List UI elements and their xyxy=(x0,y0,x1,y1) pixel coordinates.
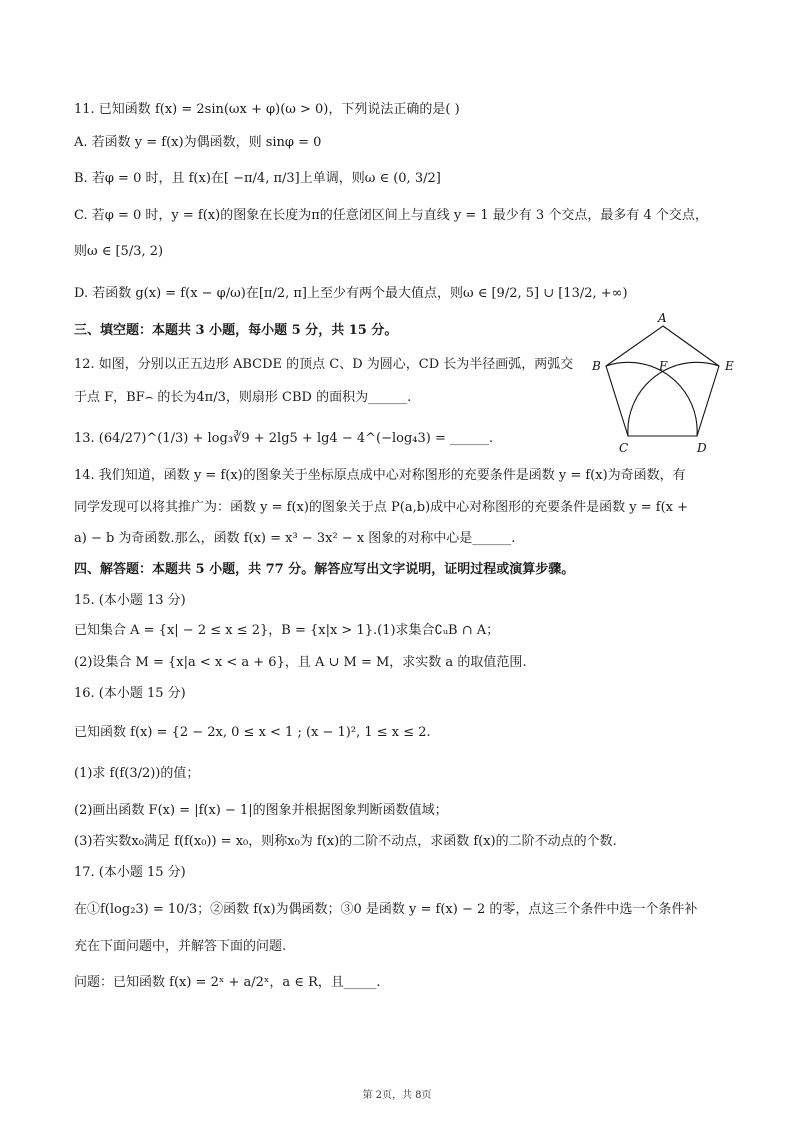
question-12-line-1: 12. 如图，分别以正五边形 ABCDE 的顶点 C、D 为圆心，CD 长为半径画弧，两弧交 xyxy=(74,357,574,372)
question-16-part-1: (1)求 f(f(3/2))的值； xyxy=(74,766,200,781)
question-17-title: 17. (本小题 15 分) xyxy=(74,865,186,880)
question-16-part-3: (3)若实数x₀满足 f(f(x₀)) = x₀，则称x₀为 f(x)的二阶不动点，求函数 f(x)的二阶不动点的个数. xyxy=(74,834,617,849)
pentagon-outline xyxy=(606,326,719,436)
question-11-stem: 11. 已知函数 f(x) = 2sin(ωx + φ)(ω > 0)，下列说法正确的是( ) xyxy=(74,102,460,117)
question-13: 13. (64/27)^(1/3) + log₃∛9 + 2lg5 + lg4 − 4^(−log₄3) = ______. xyxy=(74,431,494,446)
question-17-conditions: 在①f(log₂3) = 10/3；②函数 f(x)为偶函数；③0 是函数 y = f(x) − 2 的零，点这三个条件中选一个条件补 xyxy=(74,902,698,917)
arc-centered-c xyxy=(606,362,697,436)
question-14-line-3: a) − b 为奇函数.那么，函数 f(x) = x³ − 3x² − x 图象的对称中心是______. xyxy=(74,531,516,546)
option-c-line-1: C. 若φ = 0 时，y = f(x)的图象在长度为π的任意闭区间上与直线 y = 1 最少有 3 个交点，最多有 4 个交点， xyxy=(74,208,708,223)
option-d: D. 若函数 g(x) = f(x − φ/ω)在[π/2, π]上至少有两个最大值点，则ω ∈ [9/2, 5] ∪ [13/2, +∞) xyxy=(74,286,628,301)
section-answer-heading: 四、解答题：本题共 5 小题，共 77 分。解答应写出文字说明，证明过程或演算步骤。 xyxy=(74,562,575,577)
question-16-title: 16. (本小题 15 分) xyxy=(74,686,186,701)
label-f: F xyxy=(659,359,668,373)
label-a: A xyxy=(658,311,667,325)
page-footer: 第 2页，共 8页 xyxy=(362,1090,432,1101)
label-d: D xyxy=(697,441,707,455)
option-a: A. 若函数 y = f(x)为偶函数，则 sinφ = 0 xyxy=(74,135,322,150)
label-b: B xyxy=(592,359,601,373)
label-e: E xyxy=(725,359,734,373)
question-16-function: 已知函数 f(x) = {2 − 2x, 0 ≤ x < 1 ; (x − 1)², 1 ≤ x ≤ 2. xyxy=(74,725,431,740)
question-15-part-1: 已知集合 A = {x| − 2 ≤ x ≤ 2}，B = {x|x > 1}.(1)求集合∁ᵤB ∩ A； xyxy=(74,623,500,638)
question-17-instruction: 充在下面问题中，并解答下面的问题. xyxy=(74,939,287,954)
question-16-part-2: (2)画出函数 F(x) = |f(x) − 1|的图象并根据图象判断函数值域； xyxy=(74,803,448,818)
pentagon-figure xyxy=(586,306,742,458)
option-c-line-2: 则ω ∈ [5/3, 2) xyxy=(74,244,164,259)
label-c: C xyxy=(619,441,629,455)
option-b: B. 若φ = 0 时，且 f(x)在[ −π/4, π/3]上单调，则ω ∈ (0, 3/2] xyxy=(74,171,441,186)
question-17-problem: 问题：已知函数 f(x) = 2ˣ + a/2ˣ，a ∈ R，且_____. xyxy=(74,975,381,990)
arc-centered-d xyxy=(628,362,719,436)
question-14-line-2: 同学发现可以将其推广为：函数 y = f(x)的图象关于点 P(a,b)成中心对称图形的充要条件是函数 y = f(x + xyxy=(74,500,689,515)
section-fill-blank-heading: 三、填空题：本题共 3 小题，每小题 5 分，共 15 分。 xyxy=(74,323,398,338)
question-15-part-2: (2)设集合 M = {x|a < x < a + 6}，且 A ∪ M = M，求实数 a 的取值范围. xyxy=(74,655,527,670)
question-15-title: 15. (本小题 13 分) xyxy=(74,593,186,608)
question-12-line-2: 于点 F，BF⌢ 的长为4π/3，则扇形 CBD 的面积为______. xyxy=(74,390,412,405)
question-14-line-1: 14. 我们知道，函数 y = f(x)的图象关于坐标原点成中心对称图形的充要条件是函数 y = f(x)为奇函数，有 xyxy=(74,468,686,483)
